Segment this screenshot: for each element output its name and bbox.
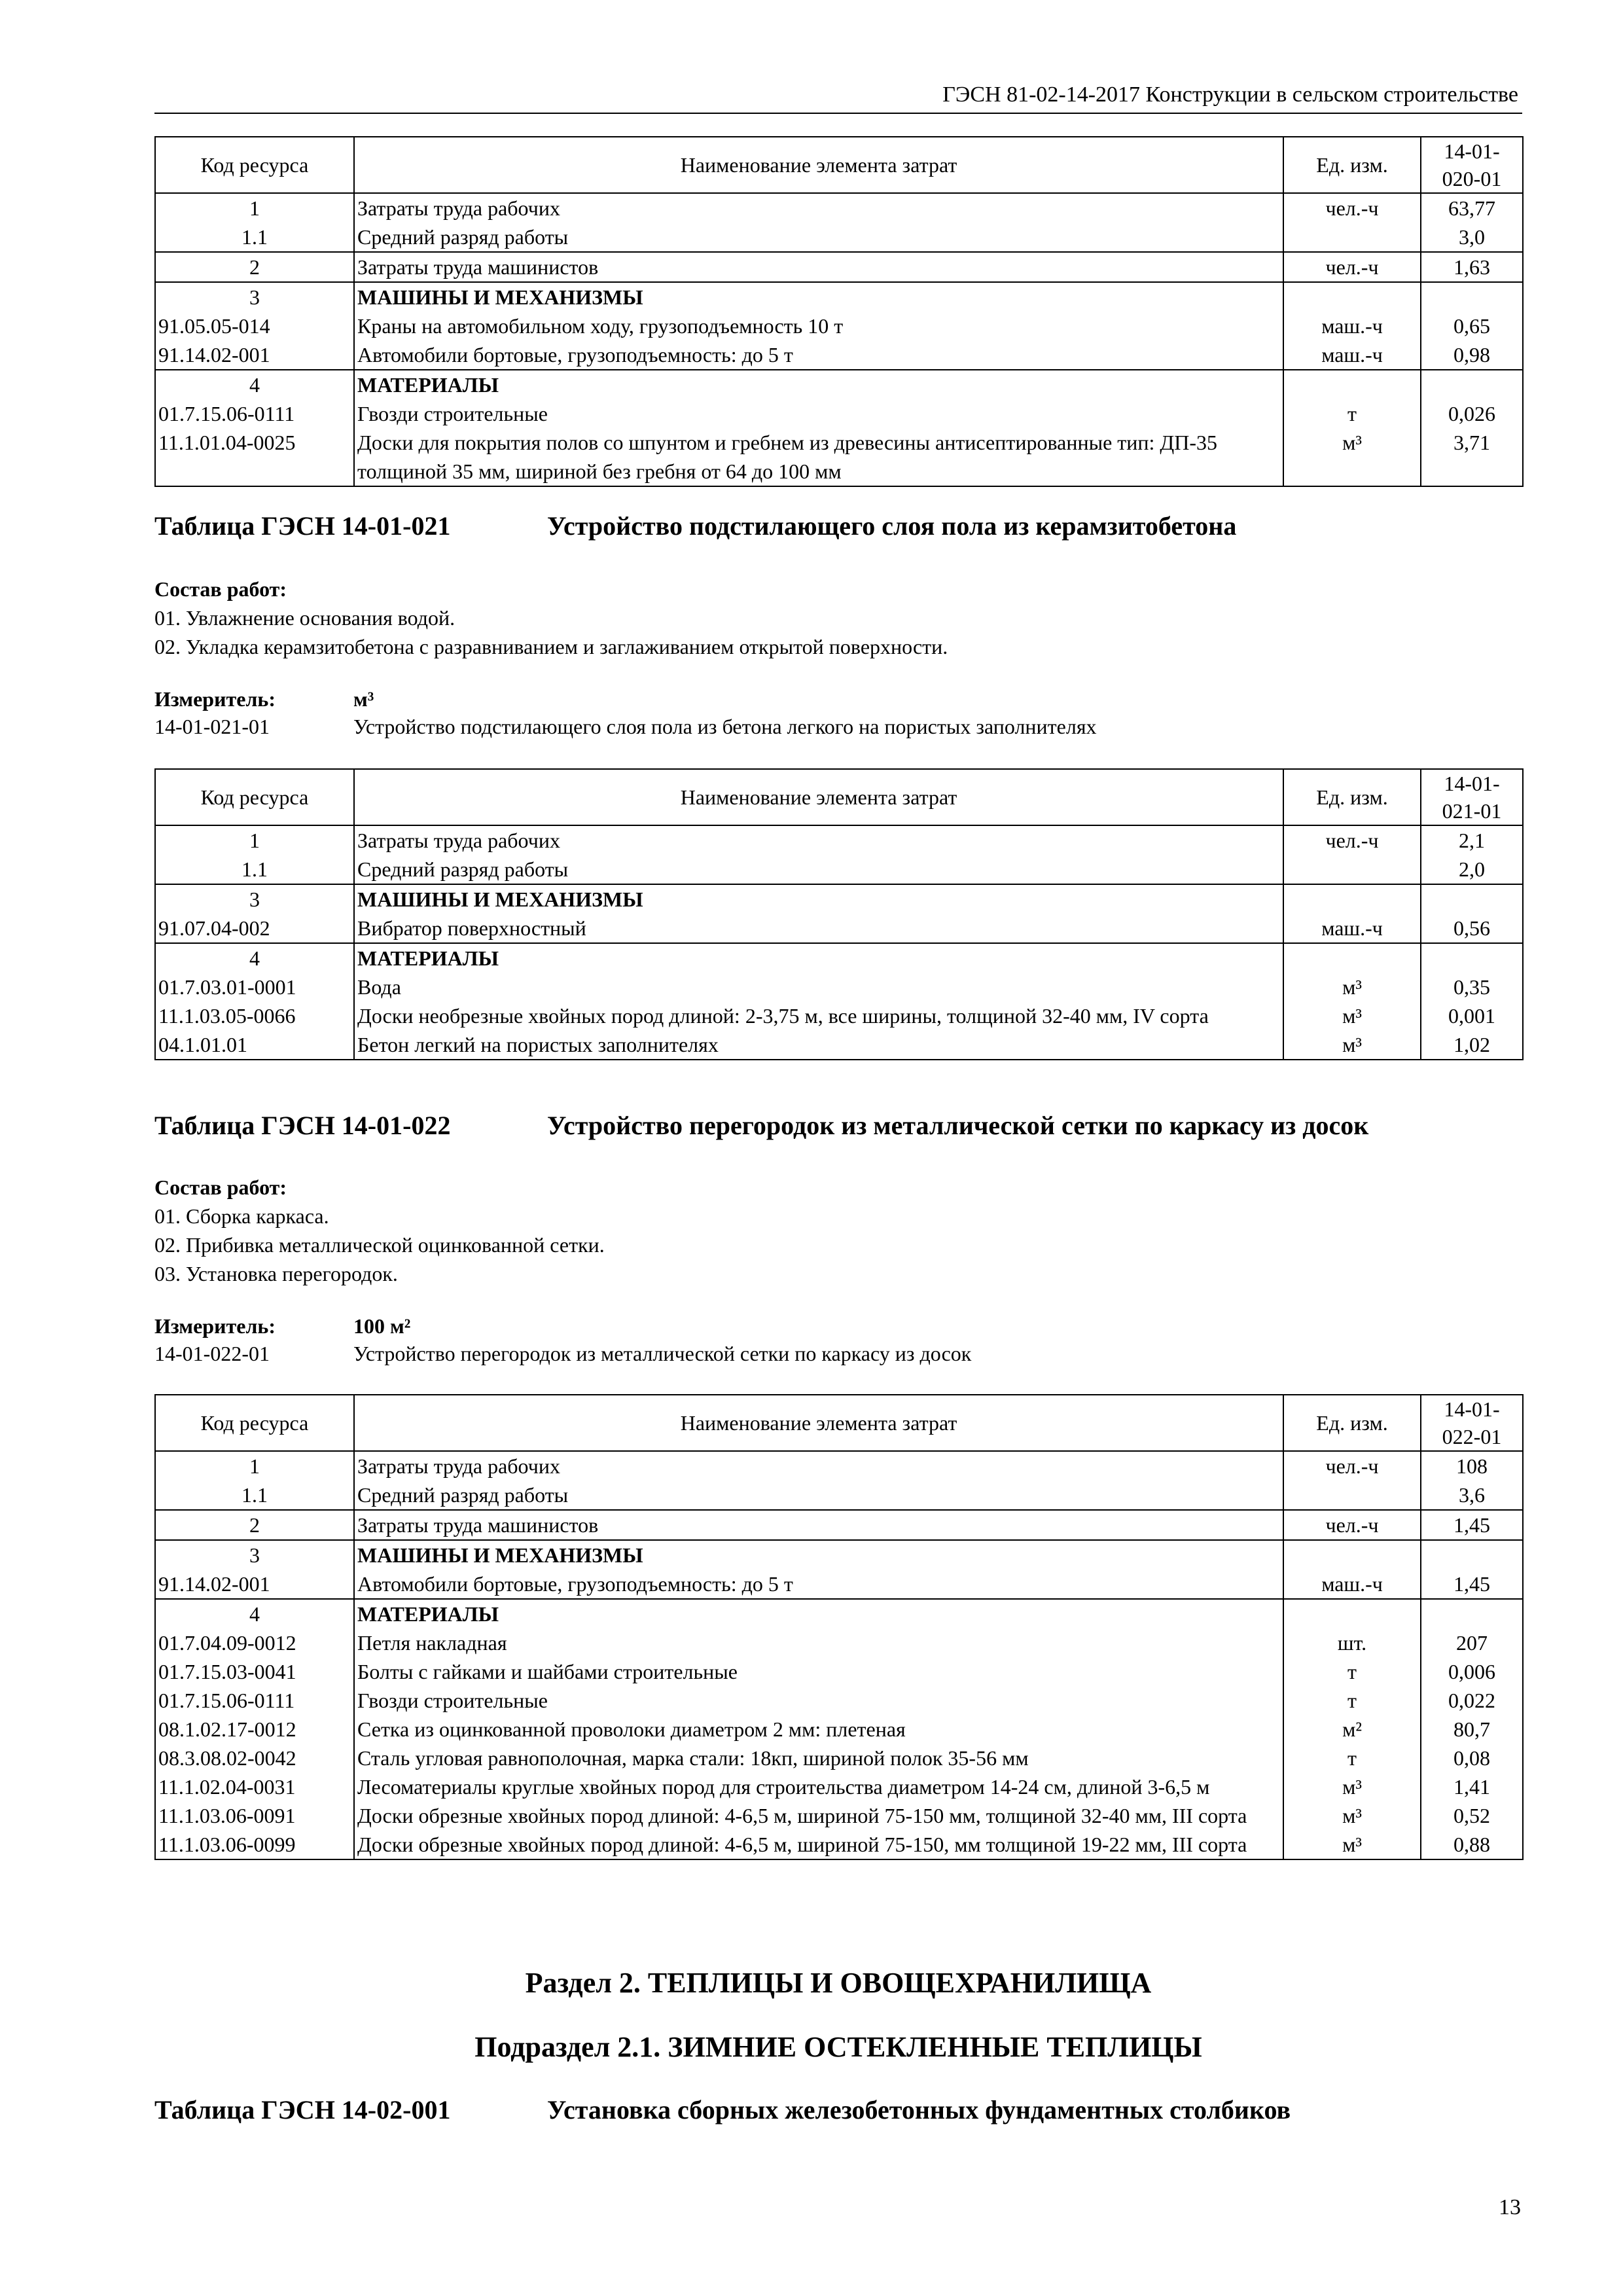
col-header-value [1421,1395,1523,1451]
unit: м³ [1283,1801,1421,1830]
resource-code: 1.1 [155,223,354,252]
table-row [155,370,1523,399]
norm-value: 2,1 [1421,825,1523,855]
table-row [155,914,1523,943]
col-header-value-line: 021-01 [1442,799,1502,823]
resource-code: 2 [155,1510,354,1540]
cost-element-name: Затраты труда машинистов [354,1510,1283,1540]
norm-value: 0,52 [1421,1801,1523,1830]
col-header-value-line: 022-01 [1442,1425,1502,1448]
meter-label: Измеритель: [154,687,276,711]
table-header [155,1395,1523,1451]
table-name: Устройство перегородок из металлической сетки по каркасу из досок [547,1111,1369,1140]
norm-value: 0,022 [1421,1686,1523,1715]
unit: т [1283,1657,1421,1686]
col-header-code: Код ресурса [155,1395,354,1451]
unit [1283,855,1421,884]
table-row [155,252,1523,282]
cost-element-name: Средний разряд работы [354,855,1283,884]
works-composition-14-01-022 [154,1173,605,1288]
unit: чел.-ч [1283,193,1421,223]
resource-code: 1 [155,193,354,223]
cost-element-name: Доски для покрытия полов со шпунтом и гребнем из древесины антисептированные тип: ДП-35 толщиной 35 мм, шириной без гребня от 64 до 100 мм [354,428,1283,486]
resource-table-14-01-022-01 [154,1394,1524,1860]
col-header-value-line: 14-01- [1444,1397,1500,1421]
header-row [155,137,1523,193]
cost-element-name: МАТЕРИАЛЫ [354,370,1283,399]
unit: м³ [1283,1772,1421,1801]
unit: маш.-ч [1283,312,1421,340]
meter-value: 100 м² [353,1314,411,1338]
resource-code: 01.7.04.09-0012 [155,1628,354,1657]
unit [1283,1599,1421,1628]
cost-element-name: Болты с гайками и шайбами строительные [354,1657,1283,1686]
col-header-value [1421,769,1523,825]
table-row [155,1657,1523,1686]
table-body [155,1451,1523,1859]
table-row [155,282,1523,312]
norm-value: 1,41 [1421,1772,1523,1801]
norm-value: 3,0 [1421,223,1523,252]
works-item: 02. Прибивка металлической оцинкованной сетки. [154,1233,605,1257]
resource-code: 4 [155,370,354,399]
cost-element-name: Лесоматериалы круглые хвойных пород для строительства диаметром 14-24 см, длиной 3-6,5 м [354,1772,1283,1801]
table-row [155,1540,1523,1570]
resource-code: 04.1.01.01 [155,1030,354,1060]
unit: чел.-ч [1283,1510,1421,1540]
norm-value [1421,1599,1523,1628]
table-number: Таблица ГЭСН 14-02-001 [154,2095,451,2125]
item-name: Устройство перегородок из металлической сетки по каркасу из досок [353,1342,972,1365]
unit: т [1283,1686,1421,1715]
cost-element-name: Затраты труда рабочих [354,1451,1283,1480]
norm-value: 1,45 [1421,1510,1523,1540]
resource-code: 2 [155,252,354,282]
norm-value [1421,282,1523,312]
cost-element-name: МАШИНЫ И МЕХАНИЗМЫ [354,282,1283,312]
col-header-unit: Ед. изм. [1283,137,1421,193]
table-row [155,1830,1523,1859]
resource-code: 01.7.15.06-0111 [155,399,354,428]
unit: маш.-ч [1283,340,1421,370]
table-row [155,825,1523,855]
col-header-code: Код ресурса [155,137,354,193]
unit: т [1283,1744,1421,1772]
resource-code: 91.05.05-014 [155,312,354,340]
resource-code: 11.1.03.06-0091 [155,1801,354,1830]
norm-value: 207 [1421,1628,1523,1657]
resource-code: 91.07.04-002 [155,914,354,943]
works-item: 01. Увлажнение основания водой. [154,606,455,630]
resource-code: 01.7.15.06-0111 [155,1686,354,1715]
cost-element-name: МАШИНЫ И МЕХАНИЗМЫ [354,1540,1283,1570]
table-title-14-01-021 [154,511,1237,541]
table-row [155,193,1523,223]
table-title-14-02-001 [154,2094,1291,2125]
table-row [155,943,1523,973]
table-header [155,137,1523,193]
unit: м³ [1283,1830,1421,1859]
meter-label: Измеритель: [154,1314,276,1338]
unit [1283,370,1421,399]
col-header-unit: Ед. изм. [1283,1395,1421,1451]
table-row [155,1510,1523,1540]
table-name: Установка сборных железобетонных фундаментных столбиков [547,2095,1291,2125]
resource-code: 01.7.15.03-0041 [155,1657,354,1686]
unit: м³ [1283,428,1421,486]
cost-element-name: Доски обрезные хвойных пород длиной: 4-6,5 м, шириной 75-150 мм, толщиной 32-40 мм, III сорта [354,1801,1283,1830]
page-number: 13 [1499,2195,1521,2219]
item-code: 14-01-022-01 [154,1342,270,1365]
works-label: Состав работ: [154,577,287,601]
unit [1283,282,1421,312]
norm-value [1421,884,1523,914]
resource-code: 11.1.01.04-0025 [155,428,354,486]
norm-value: 80,7 [1421,1715,1523,1744]
table-name: Устройство подстилающего слоя пола из керамзитобетона [547,511,1237,541]
col-header-code: Код ресурса [155,769,354,825]
table-row [155,428,1523,486]
norm-value: 0,006 [1421,1657,1523,1686]
resource-code: 3 [155,884,354,914]
col-header-value-line: 14-01- [1444,139,1500,163]
subsection-title: Подраздел 2.1. ЗИМНИЕ ОСТЕКЛЕННЫЕ ТЕПЛИЦЫ [474,2031,1202,2063]
table-header [155,769,1523,825]
table-number: Таблица ГЭСН 14-01-021 [154,511,451,541]
unit: шт. [1283,1628,1421,1657]
norm-value: 3,71 [1421,428,1523,486]
table-body [155,193,1523,486]
cost-element-name: Автомобили бортовые, грузоподъемность: до 5 т [354,1570,1283,1599]
resource-code: 91.14.02-001 [155,340,354,370]
norm-value: 0,88 [1421,1830,1523,1859]
resource-code: 08.1.02.17-0012 [155,1715,354,1744]
works-composition-14-01-021 [154,575,948,661]
norm-value [1421,943,1523,973]
table-row [155,855,1523,884]
norm-value: 1,45 [1421,1570,1523,1599]
norm-value: 0,026 [1421,399,1523,428]
norm-value: 1,63 [1421,252,1523,282]
resource-code: 01.7.03.01-0001 [155,973,354,1001]
table-row [155,223,1523,252]
table-row [155,312,1523,340]
cost-element-name: Сталь угловая равнополочная, марка стали: 18кп, шириной полок 35-56 мм [354,1744,1283,1772]
cost-element-name: Гвозди строительные [354,399,1283,428]
norm-value: 0,56 [1421,914,1523,943]
table-number: Таблица ГЭСН 14-01-022 [154,1111,451,1140]
unit: чел.-ч [1283,825,1421,855]
table-row [155,340,1523,370]
table-row [155,1772,1523,1801]
resource-code: 11.1.03.05-0066 [155,1001,354,1030]
cost-element-name: Затраты труда рабочих [354,193,1283,223]
section-title: Раздел 2. ТЕПЛИЦЫ И ОВОЩЕХРАНИЛИЩА [525,1967,1152,1999]
resource-code: 08.3.08.02-0042 [155,1744,354,1772]
meter-value: м³ [353,687,374,711]
resource-table-14-01-020-01 [154,136,1524,487]
unit [1283,1480,1421,1510]
norm-value: 1,02 [1421,1030,1523,1060]
norm-value [1421,1540,1523,1570]
table-row [155,884,1523,914]
table-row [155,1451,1523,1480]
running-header-text: ГЭСН 81-02-14-2017 Конструкции в сельском строительстве [942,82,1518,107]
running-header [154,73,1522,114]
col-header-value-line: 020-01 [1442,167,1502,190]
table-body [155,825,1523,1060]
resource-code: 1.1 [155,855,354,884]
cost-element-name: Сетка из оцинкованной проволоки диаметром 2 мм: плетеная [354,1715,1283,1744]
unit: м³ [1283,973,1421,1001]
cost-element-name: МАТЕРИАЛЫ [354,943,1283,973]
cost-element-name: Краны на автомобильном ходу, грузоподъемность 10 т [354,312,1283,340]
table-row [155,1480,1523,1510]
table-row [155,1570,1523,1599]
works-item: 02. Укладка керамзитобетона с разравниванием и заглаживанием открытой поверхности. [154,635,948,658]
unit [1283,884,1421,914]
norm-value: 63,77 [1421,193,1523,223]
col-header-name: Наименование элемента затрат [354,769,1283,825]
resource-code: 1.1 [155,1480,354,1510]
item-name: Устройство подстилающего слоя пола из бетона легкого на пористых заполнителях [353,715,1097,738]
unit: т [1283,399,1421,428]
unit: маш.-ч [1283,1570,1421,1599]
norm-value: 0,98 [1421,340,1523,370]
cost-element-name: Автомобили бортовые, грузоподъемность: до 5 т [354,340,1283,370]
cost-element-name: Вода [354,973,1283,1001]
unit: м² [1283,1715,1421,1744]
cost-element-name: Средний разряд работы [354,223,1283,252]
table-row [155,1628,1523,1657]
norm-value: 0,001 [1421,1001,1523,1030]
works-label: Состав работ: [154,1175,287,1199]
resource-code: 91.14.02-001 [155,1570,354,1599]
table-row [155,1801,1523,1830]
resource-code: 4 [155,943,354,973]
resource-code: 11.1.03.06-0099 [155,1830,354,1859]
norm-value: 0,08 [1421,1744,1523,1772]
table-row [155,1686,1523,1715]
table-row [155,1744,1523,1772]
works-item: 01. Сборка каркаса. [154,1204,329,1228]
cost-element-name: Средний разряд работы [354,1480,1283,1510]
col-header-name: Наименование элемента затрат [354,137,1283,193]
norm-value: 0,35 [1421,973,1523,1001]
table-row [155,1030,1523,1060]
cost-element-name: МАТЕРИАЛЫ [354,1599,1283,1628]
unit [1283,943,1421,973]
col-header-unit: Ед. изм. [1283,769,1421,825]
resource-table-14-01-021-01 [154,768,1524,1060]
cost-element-name: Петля накладная [354,1628,1283,1657]
cost-element-name: Затраты труда рабочих [354,825,1283,855]
resource-code: 1 [155,825,354,855]
norm-value: 2,0 [1421,855,1523,884]
table-row [155,1599,1523,1628]
header-row [155,1395,1523,1451]
header-row [155,769,1523,825]
table-row [155,973,1523,1001]
resource-code: 11.1.02.04-0031 [155,1772,354,1801]
table-row [155,1715,1523,1744]
cost-element-name: Вибратор поверхностный [354,914,1283,943]
item-code: 14-01-021-01 [154,715,270,738]
resource-code: 1 [155,1451,354,1480]
cost-element-name: Бетон легкий на пористых заполнителях [354,1030,1283,1060]
table-title-14-01-022 [154,1110,1369,1141]
col-header-value [1421,137,1523,193]
resource-code: 3 [155,1540,354,1570]
norm-value: 108 [1421,1451,1523,1480]
unit [1283,223,1421,252]
table-row [155,399,1523,428]
col-header-name: Наименование элемента затрат [354,1395,1283,1451]
cost-element-name: Доски необрезные хвойных пород длиной: 2-3,75 м, все ширины, толщиной 32-40 мм, IV сорта [354,1001,1283,1030]
norm-value [1421,370,1523,399]
unit: чел.-ч [1283,1451,1421,1480]
col-header-value-line: 14-01- [1444,772,1500,795]
unit [1283,1540,1421,1570]
norm-value: 3,6 [1421,1480,1523,1510]
cost-element-name: Гвозди строительные [354,1686,1283,1715]
resource-code: 4 [155,1599,354,1628]
cost-element-name: МАШИНЫ И МЕХАНИЗМЫ [354,884,1283,914]
table-row [155,1001,1523,1030]
unit: м³ [1283,1001,1421,1030]
works-item: 03. Установка перегородок. [154,1262,398,1285]
unit: м³ [1283,1030,1421,1060]
cost-element-name: Затраты труда машинистов [354,252,1283,282]
norm-value: 0,65 [1421,312,1523,340]
unit: маш.-ч [1283,914,1421,943]
unit: чел.-ч [1283,252,1421,282]
resource-code: 3 [155,282,354,312]
cost-element-name: Доски обрезные хвойных пород длиной: 4-6,5 м, шириной 75-150, мм толщиной 19-22 мм, III сорта [354,1830,1283,1859]
